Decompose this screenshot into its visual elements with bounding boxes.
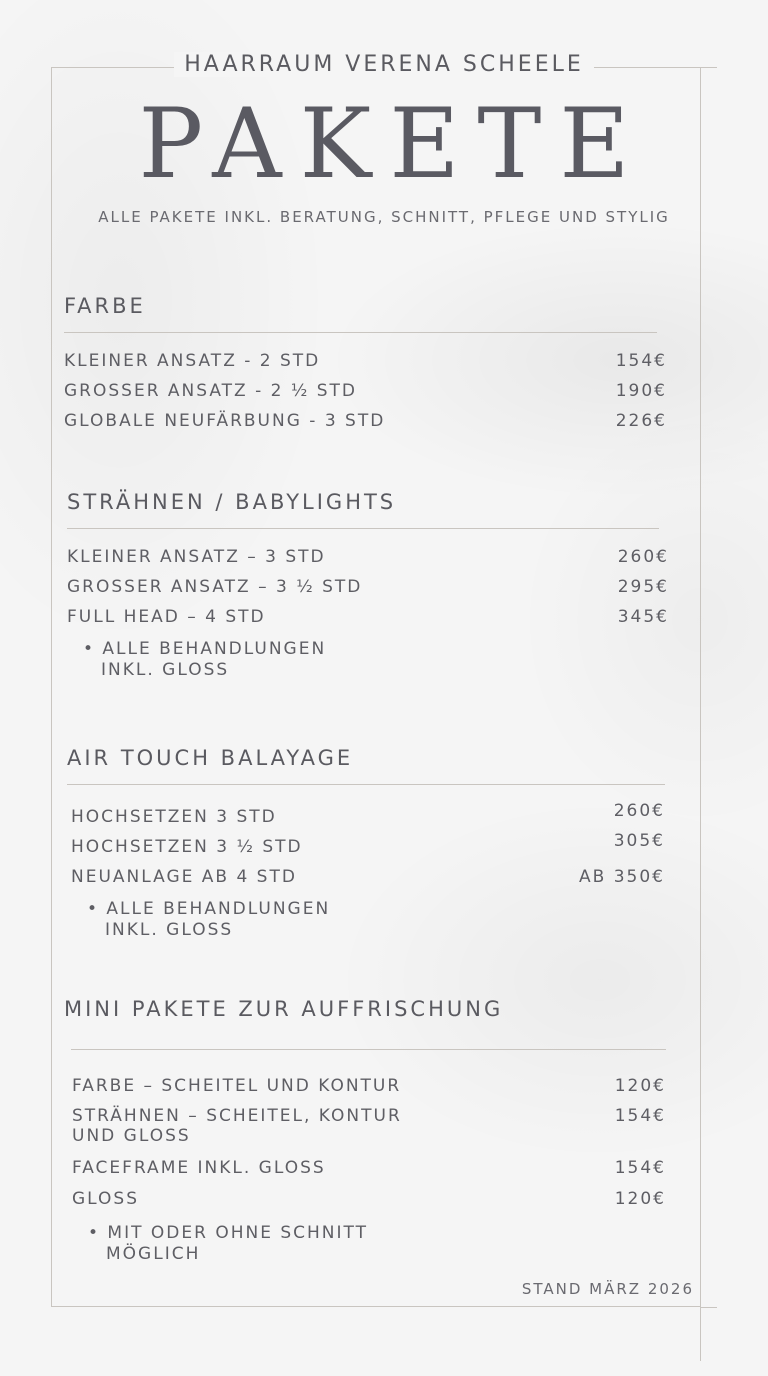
price-row xyxy=(64,381,667,411)
item-name: GLOSS xyxy=(72,1189,140,1209)
section-title: FARBE xyxy=(64,294,146,318)
price-row xyxy=(67,801,665,837)
item-price: 345€ xyxy=(617,607,669,627)
item-price: 305€ xyxy=(613,831,665,851)
frame-line-bottom-extension xyxy=(700,1307,717,1308)
item-price: 154€ xyxy=(615,351,667,371)
section-note: • MIT ODER OHNE SCHNITT MÖGLICH xyxy=(88,1223,368,1264)
section-divider xyxy=(64,332,657,333)
item-name: KLEINER ANSATZ - 2 STD xyxy=(64,351,321,371)
item-price: 120€ xyxy=(614,1076,666,1096)
item-price: 226€ xyxy=(615,411,667,431)
price-row xyxy=(64,351,667,381)
item-name: HOCHSETZEN 3 STD xyxy=(71,807,277,827)
price-row xyxy=(72,1189,666,1221)
section-straehnen xyxy=(67,490,669,681)
item-name: KLEINER ANSATZ – 3 STD xyxy=(67,547,326,567)
item-price: 295€ xyxy=(617,577,669,597)
price-row xyxy=(72,1106,666,1158)
section-divider xyxy=(67,528,659,529)
section-divider xyxy=(67,784,665,785)
item-name: HOCHSETZEN 3 ½ STD xyxy=(71,837,303,857)
price-row xyxy=(64,411,667,441)
item-price: 260€ xyxy=(613,801,665,821)
price-row xyxy=(67,831,665,867)
section-note: • ALLE BEHANDLUNGEN INKL. GLOSS xyxy=(83,639,327,680)
frame-line-right-extension xyxy=(700,118,701,1361)
item-price: AB 350€ xyxy=(579,867,665,887)
item-name: NEUANLAGE AB 4 STD xyxy=(71,867,297,887)
item-name: GROSSER ANSATZ - 2 ½ STD xyxy=(64,381,358,401)
section-title: AIR TOUCH BALAYAGE xyxy=(67,746,354,770)
price-row xyxy=(67,577,669,607)
item-name: STRÄHNEN – SCHEITEL, KONTUR UND GLOSS xyxy=(72,1106,402,1146)
section-mini-pakete xyxy=(64,997,666,1265)
brand-name: HAARRAUM VERENA SCHEELE xyxy=(0,52,768,77)
stand-date: STAND MÄRZ 2026 xyxy=(521,1280,694,1298)
section-divider xyxy=(71,1049,666,1050)
item-name: FARBE – SCHEITEL UND KONTUR xyxy=(72,1076,402,1096)
section-title: MINI PAKETE ZUR AUFFRISCHUNG xyxy=(64,997,504,1021)
item-price: 120€ xyxy=(614,1189,666,1209)
price-row xyxy=(72,1158,666,1189)
price-row xyxy=(72,1076,666,1106)
price-row xyxy=(67,867,665,897)
item-name: GROSSER ANSATZ – 3 ½ STD xyxy=(67,577,363,597)
item-name: FACEFRAME INKL. GLOSS xyxy=(72,1158,326,1178)
item-name: GLOBALE NEUFÄRBUNG - 3 STD xyxy=(64,411,386,431)
section-title: STRÄHNEN / BABYLIGHTS xyxy=(67,490,397,514)
price-row xyxy=(67,547,669,577)
item-price: 260€ xyxy=(617,547,669,567)
section-farbe xyxy=(64,294,667,441)
page-title: PAKETE xyxy=(138,88,648,200)
item-price: 154€ xyxy=(614,1106,666,1126)
item-price: 154€ xyxy=(614,1158,666,1178)
section-note: • ALLE BEHANDLUNGEN INKL. GLOSS xyxy=(87,899,331,940)
item-name: FULL HEAD – 4 STD xyxy=(67,607,266,627)
item-price: 190€ xyxy=(615,381,667,401)
section-air-touch-balayage xyxy=(67,746,665,941)
price-row xyxy=(67,607,669,637)
page-subtitle: ALLE PAKETE INKL. BERATUNG, SCHNITT, PFLEGE UND STYLIG xyxy=(98,208,670,226)
